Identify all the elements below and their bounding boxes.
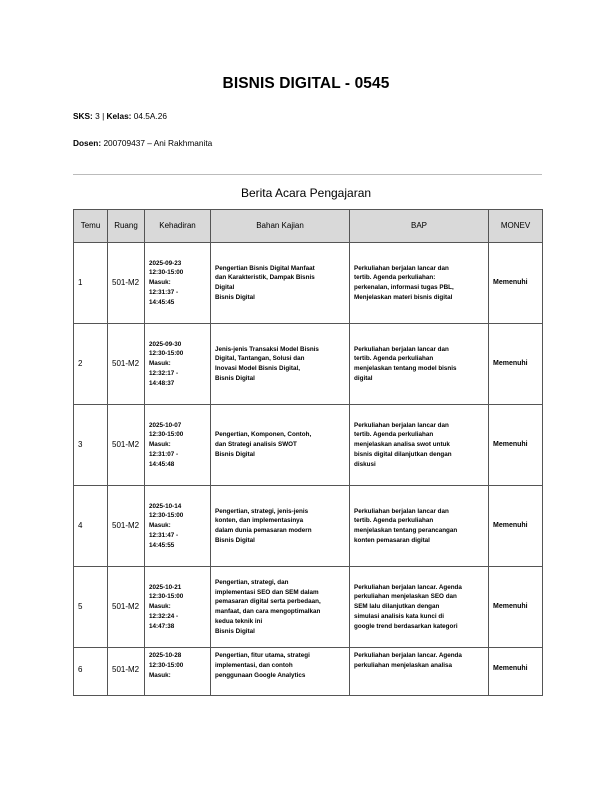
cell-bahan-kajian	[211, 567, 350, 648]
course-meta-dosen	[73, 138, 212, 148]
cell-bap-line: google trend berdasarkan kategori	[354, 622, 458, 630]
cell-kehadiran	[145, 648, 211, 696]
cell-bahan-kajian-line: Jenis-jenis Transaksi Model Bisnis	[215, 345, 319, 353]
cell-bahan-kajian-line: Digital	[215, 284, 235, 291]
cell-kehadiran-line: 14:47:38	[149, 622, 175, 630]
cell-kehadiran-line: 12:30-15:00	[149, 269, 184, 277]
cell-bahan-kajian	[211, 243, 350, 324]
column-header-kehadiran: Kehadiran	[145, 210, 211, 243]
cell-bap-line: Menjelaskan materi bisnis digital	[354, 293, 453, 301]
cell-bap-line: Perkuliahan berjalan lancar dan	[354, 507, 449, 515]
cell-bahan-kajian-line: Bisnis Digital	[215, 293, 255, 301]
cell-bap-line: Perkuliahan berjalan lancar dan	[354, 345, 449, 353]
cell-kehadiran-line: 12:30-15:00	[149, 431, 184, 439]
cell-bahan-kajian-line: dan Karakteristik, Dampak Bisnis	[215, 274, 315, 282]
cell-bap-line: konten pemasaran digital	[354, 536, 430, 544]
cell-kehadiran-line: 2025-10-28	[149, 652, 182, 659]
cell-temu: 4	[74, 486, 108, 567]
cell-kehadiran-line: Masuk:	[149, 603, 171, 611]
cell-kehadiran	[145, 243, 211, 324]
cell-kehadiran-line: Masuk:	[149, 360, 171, 368]
cell-kehadiran-line: 14:45:45	[149, 298, 175, 306]
course-meta-sks-kelas	[73, 111, 167, 121]
cell-bahan-kajian-line: Bisnis Digital	[215, 627, 255, 635]
cell-bap-line: bisnis digital dilanjutkan dengan	[354, 450, 452, 458]
cell-kehadiran-line: 14:45:55	[149, 541, 175, 549]
cell-ruang: 501-M2	[108, 567, 145, 648]
table-row	[74, 405, 543, 486]
cell-bahan-kajian-line: Bisnis Digital	[215, 374, 255, 382]
column-header-bap: BAP	[350, 210, 489, 243]
cell-bap-line: tertib. Agenda perkuliahan	[354, 517, 434, 525]
cell-monev: Memenuhi	[489, 486, 543, 567]
cell-bahan-kajian-line: Pengertian, strategi, dan	[215, 578, 289, 586]
kelas-value: 04.5A.26	[133, 111, 167, 121]
cell-bahan-kajian-line: Bisnis Digital	[215, 450, 255, 458]
cell-bahan-kajian-line: Pengertian, strategi, jenis-jenis	[215, 507, 309, 515]
cell-ruang: 501-M2	[108, 405, 145, 486]
cell-bahan-kajian-line: penggunaan Google Analytics	[215, 671, 306, 679]
column-header-temu: Temu	[74, 210, 108, 243]
cell-bahan-kajian-line: manfaat, dan cara mengoptimalkan	[215, 608, 321, 615]
cell-bap-line: menjelaskan analisa swot untuk	[354, 441, 450, 449]
cell-ruang: 501-M2	[108, 324, 145, 405]
cell-bahan-kajian-line: Pengertian Bisnis Digital Manfaat	[215, 264, 315, 272]
table-row	[74, 324, 543, 405]
cell-kehadiran-line: Masuk:	[149, 279, 171, 287]
divider	[73, 174, 542, 175]
cell-kehadiran-line: Masuk:	[149, 441, 171, 449]
cell-bap	[350, 405, 489, 486]
cell-bap-line: simulasi analisis kata kunci di	[354, 612, 444, 620]
column-header-ruang: Ruang	[108, 210, 145, 243]
cell-kehadiran-line: 2025-10-14	[149, 502, 182, 510]
cell-bahan-kajian-line: implementasi, dan contoh	[215, 661, 293, 669]
cell-bahan-kajian	[211, 324, 350, 405]
cell-bap-line: Perkuliahan berjalan lancar dan	[354, 421, 449, 429]
cell-bap-line: Perkuliahan berjalan lancar. Agenda	[354, 583, 462, 591]
cell-ruang: 501-M2	[108, 486, 145, 567]
cell-bap-line: SEM lalu dilanjutkan dengan	[354, 603, 440, 611]
cell-monev: Memenuhi	[489, 405, 543, 486]
cell-kehadiran-line: 12:30-15:00	[149, 350, 184, 358]
cell-kehadiran-line: 12:30-15:00	[149, 593, 184, 601]
cell-kehadiran	[145, 405, 211, 486]
cell-kehadiran	[145, 567, 211, 648]
cell-kehadiran-line: 12:30-15:00	[149, 661, 184, 669]
cell-bap-line: tertib. Agenda perkuliahan:	[354, 274, 436, 282]
cell-kehadiran-line: 12:32:17 -	[149, 369, 179, 377]
cell-bahan-kajian-line: Digital, Tantangan, Solusi dan	[215, 355, 305, 363]
cell-kehadiran-line: 2025-09-23	[149, 259, 182, 267]
cell-kehadiran-line: 2025-10-21	[149, 583, 182, 591]
cell-bap-line: perkenalan, informasi tugas PBL,	[354, 284, 454, 291]
cell-bap-line: menjelaskan tentang perancangan	[354, 527, 458, 534]
cell-bahan-kajian-line: Inovasi Model Bisnis Digital,	[215, 365, 301, 372]
document-title: BISNIS DIGITAL - 0545	[222, 75, 390, 92]
table-row	[74, 648, 543, 696]
cell-bap	[350, 567, 489, 648]
cell-kehadiran	[145, 324, 211, 405]
cell-kehadiran-line: 12:31:07 -	[149, 450, 179, 458]
table-header-row	[74, 210, 543, 243]
meta-separator: |	[102, 111, 105, 121]
cell-bap-line: diskusi	[354, 460, 376, 468]
cell-ruang: 501-M2	[108, 648, 145, 696]
cell-bap-line: digital	[354, 374, 373, 382]
cell-kehadiran-line: Masuk:	[149, 522, 171, 530]
cell-bahan-kajian-line: Pengertian, fitur utama, strategi	[215, 652, 310, 659]
cell-temu: 5	[74, 567, 108, 648]
cell-bahan-kajian-line: Bisnis Digital	[215, 536, 255, 544]
cell-temu: 1	[74, 243, 108, 324]
cell-kehadiran-line: 2025-10-07	[149, 421, 182, 429]
cell-temu: 2	[74, 324, 108, 405]
section-title: Berita Acara Pengajaran	[240, 186, 372, 200]
cell-bahan-kajian-line: konten, dan implementasinya	[215, 517, 304, 525]
bap-table	[73, 209, 543, 696]
cell-bap-line: tertib. Agenda perkuliahan	[354, 431, 434, 439]
cell-bap	[350, 324, 489, 405]
table-row	[74, 486, 543, 567]
sks-label: SKS:	[73, 111, 93, 121]
cell-temu: 6	[74, 648, 108, 696]
cell-monev: Memenuhi	[489, 324, 543, 405]
cell-kehadiran-line: 12:32:24 -	[149, 612, 179, 620]
cell-bahan-kajian-line: dalam dunia pemasaran modern	[215, 527, 312, 534]
cell-bahan-kajian	[211, 405, 350, 486]
table-row	[74, 243, 543, 324]
dosen-label: Dosen:	[73, 138, 102, 148]
cell-kehadiran-line: 2025-09-30	[149, 340, 182, 348]
cell-monev: Memenuhi	[489, 648, 543, 696]
cell-kehadiran-line: 14:45:48	[149, 460, 175, 468]
cell-bahan-kajian-line: implementasi SEO dan SEM dalam	[215, 588, 319, 596]
cell-monev: Memenuhi	[489, 243, 543, 324]
cell-kehadiran	[145, 486, 211, 567]
cell-bahan-kajian-line: kedua teknik ini	[215, 617, 263, 625]
cell-bahan-kajian-line: dan Strategi analisis SWOT	[215, 441, 297, 449]
cell-bap-line: Perkuliahan berjalan lancar. Agenda	[354, 652, 462, 659]
cell-kehadiran-line: 12:31:47 -	[149, 531, 179, 539]
kelas-label: Kelas:	[106, 111, 132, 121]
cell-kehadiran-line: 12:31:37 -	[149, 288, 179, 296]
cell-kehadiran-line: Masuk:	[149, 671, 171, 679]
cell-bap-line: perkuliahan menjelaskan SEO dan	[354, 593, 457, 601]
cell-bap-line: tertib. Agenda perkuliahan	[354, 355, 434, 363]
cell-bap	[350, 648, 489, 696]
cell-bahan-kajian-line: Pengertian, Komponen, Contoh,	[215, 431, 312, 439]
cell-bahan-kajian	[211, 486, 350, 567]
cell-monev: Memenuhi	[489, 567, 543, 648]
column-header-monev: MONEV	[489, 210, 543, 243]
cell-bap	[350, 486, 489, 567]
column-header-bahan-kajian: Bahan Kajian	[211, 210, 350, 243]
cell-kehadiran-line: 12:30-15:00	[149, 512, 184, 520]
cell-bap-line: perkuliahan menjelaskan analisa	[354, 661, 452, 669]
cell-ruang: 501-M2	[108, 243, 145, 324]
cell-bap-line: menjelaskan tentang model bisnis	[354, 365, 457, 372]
cell-temu: 3	[74, 405, 108, 486]
cell-bahan-kajian	[211, 648, 350, 696]
dosen-value: 200709437 – Ani Rakhmanita	[103, 138, 213, 148]
sks-value: 3	[95, 111, 100, 121]
cell-bap-line: Perkuliahan berjalan lancar dan	[354, 264, 449, 272]
cell-bap	[350, 243, 489, 324]
cell-kehadiran-line: 14:48:37	[149, 379, 175, 387]
table-row	[74, 567, 543, 648]
cell-bahan-kajian-line: pemasaran digital serta perbedaan,	[215, 598, 321, 606]
